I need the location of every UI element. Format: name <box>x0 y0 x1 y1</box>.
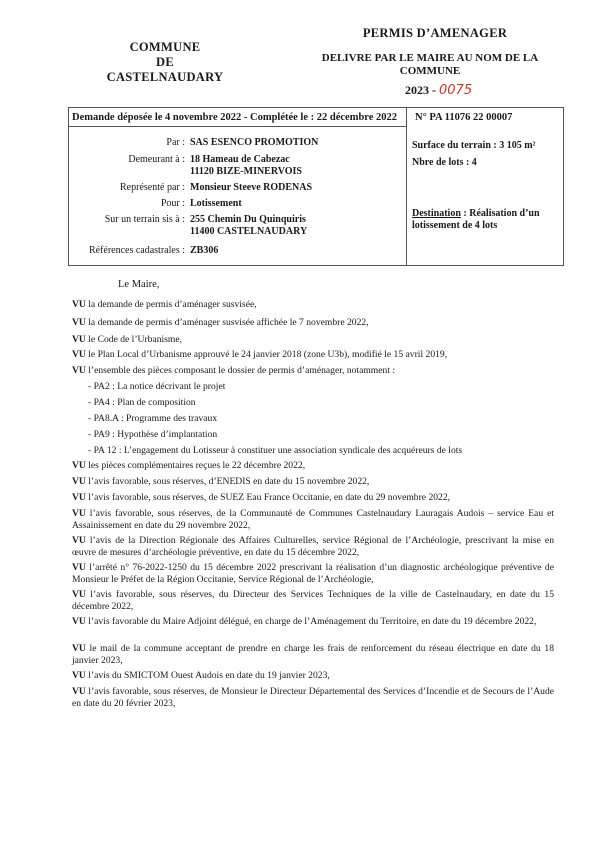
field-label: Par : <box>166 137 185 148</box>
vu-text: l’avis favorable, sous réserves, de SUEZ Eau France Occitanie, en date du 29 novembre 2022, <box>85 492 451 503</box>
piece-item: - PA 12 : L’engagement du Lotisseur à constituer une association syndicale des acquéreurs de lots <box>88 445 463 456</box>
field-label: Représenté par : <box>120 182 185 193</box>
vu-text: l’avis de la Direction Régionale des Affaires Culturelles, service Régional de l’Archéologie, prescrivant la mise en œuvre de mesures d’archéologie préventive, en date du 15 décembre 2022, <box>72 535 554 558</box>
vu-paragraph <box>72 508 554 532</box>
vu-paragraph <box>72 349 554 361</box>
vu-paragraph <box>72 589 554 613</box>
commune-line: DE <box>156 55 174 69</box>
vu-keyword: VU <box>72 686 86 697</box>
vu-keyword: VU <box>72 492 86 503</box>
vu-keyword: VU <box>72 535 86 546</box>
delivered-by: DELIVRE PAR LE MAIRE AU NOM DE LA COMMUNE <box>321 52 539 77</box>
vu-text: l’avis du SMICTOM Ouest Audois en date du 19 janvier 2023, <box>85 670 330 681</box>
vu-paragraph <box>72 460 554 472</box>
field-label: Sur un terrain sis à : <box>104 214 185 225</box>
vu-text: l’avis favorable, sous réserves, du Directeur des Services Techniques de la ville de Castelnaudary, en date du 15 décembre 2022, <box>72 589 554 612</box>
box-divider-vertical <box>406 107 407 266</box>
commune-line: CASTELNAUDARY <box>106 70 224 84</box>
field-label: Références cadastrales : <box>88 245 185 256</box>
vu-keyword: VU <box>72 508 86 519</box>
field-value: ZB306 <box>190 245 219 256</box>
vu-keyword: VU <box>72 349 86 360</box>
field-label: Demeurant à : <box>128 154 185 165</box>
field-value: 11400 CASTELNAUDARY <box>190 226 308 237</box>
piece-item: - PA9 : Hypothèse d’implantation <box>88 429 218 440</box>
field-value: Lotissement <box>190 198 242 209</box>
vu-paragraph <box>72 670 554 682</box>
vu-text: le Code de l’Urbanisme, <box>85 334 183 345</box>
vu-keyword: VU <box>72 317 86 328</box>
vu-text: l’arrêté n° 76-2022-1250 du 15 décembre 2022 prescrivant la réalisation d’un diagnostic archéologique préventive de Monsieur le Préfet de la Région Occitanie, Service Régional de l’Archéologie, <box>72 562 554 585</box>
vu-paragraph <box>72 492 554 504</box>
vu-paragraph <box>72 535 554 559</box>
vu-text: l’avis favorable, sous réserves, de Monsieur le Directeur Départemental des Services d’Incendie et de Secours de l’Aude en date du 20 février 2023, <box>72 686 554 709</box>
vu-paragraph <box>72 686 554 710</box>
lot-count: Nbre de lots : 4 <box>412 157 477 168</box>
vu-text: la demande de permis d’aménager susvisée, <box>85 299 257 310</box>
field-value: 18 Hameau de Cabezac <box>190 154 290 165</box>
vu-keyword: VU <box>72 670 86 681</box>
vu-text: l’avis favorable du Maire Adjoint délégué, en charge de l’Aménagement du Territoire, en date du 19 décembre 2022, <box>85 616 537 627</box>
vu-paragraph <box>72 562 554 586</box>
vu-paragraph <box>72 334 554 346</box>
vu-paragraph <box>72 643 554 667</box>
vu-keyword: VU <box>72 589 86 600</box>
vu-paragraph <box>72 616 554 628</box>
vu-keyword: VU <box>72 643 86 654</box>
land-surface: Surface du terrain : 3 105 m² <box>412 140 536 151</box>
salutation: Le Maire, <box>118 279 160 290</box>
field-value: Monsieur Steeve RODENAS <box>190 182 313 193</box>
vu-text: les pièces complémentaires reçues le 22 décembre 2022, <box>85 460 306 471</box>
permit-number <box>405 83 472 98</box>
vu-keyword: VU <box>72 476 86 487</box>
handwritten-number: 0075 <box>439 83 473 98</box>
commune-name <box>100 40 230 85</box>
vu-keyword: VU <box>72 562 86 573</box>
vu-paragraph <box>72 317 554 329</box>
vu-paragraph <box>72 476 554 488</box>
pa-number: N° PA 11076 22 00007 <box>415 112 513 123</box>
piece-item: - PA8.A : Programme des travaux <box>88 413 218 424</box>
vu-text: l’avis favorable, sous réserves, d’ENEDIS en date du 15 novembre 2022, <box>85 476 370 487</box>
document-title: PERMIS D’AMENAGER <box>362 26 508 40</box>
field-value: SAS ESENCO PROMOTION <box>190 137 319 148</box>
destination <box>412 208 562 232</box>
vu-keyword: VU <box>72 460 86 471</box>
destination-value: : Réalisation d’un lotissement de 4 lots <box>412 208 540 231</box>
destination-label: Destination <box>412 208 461 219</box>
vu-text: la demande de permis d’aménager susvisée affichée le 7 novembre 2022, <box>85 317 369 328</box>
field-value: 255 Chemin Du Quinquiris <box>190 214 306 225</box>
vu-paragraph <box>72 365 554 377</box>
vu-text: le mail de la commune acceptant de prendre en charge les frais de renforcement du réseau électrique en date du 18 janvier 2023, <box>72 643 554 666</box>
vu-text: l’avis favorable, sous réserves, de la Communauté de Communes Castelnaudary Lauragais Audois – service Eau et Assainissement en date du 29 novembre 2022, <box>72 508 554 531</box>
vu-text: l’ensemble des pièces composant le dossier de permis d’aménager, notamment : <box>85 365 396 376</box>
vu-text: le Plan Local d’Urbanisme approuvé le 24 janvier 2018 (zone U3b), modifié le 15 avril 2019, <box>85 349 448 360</box>
piece-item: - PA4 : Plan de composition <box>88 397 196 408</box>
field-value: 11120 BIZE-MINERVOIS <box>190 166 302 177</box>
permit-number-prefix: 2023 - <box>405 83 436 97</box>
box-divider-horizontal <box>68 126 406 127</box>
vu-keyword: VU <box>72 365 86 376</box>
vu-keyword: VU <box>72 334 86 345</box>
request-dates: Demande déposée le 4 novembre 2022 - Complétée le : 22 décembre 2022 <box>72 112 398 123</box>
vu-keyword: VU <box>72 299 86 310</box>
commune-line: COMMUNE <box>129 40 201 54</box>
vu-keyword: VU <box>72 616 86 627</box>
field-label: Pour : <box>160 198 185 209</box>
vu-paragraph <box>72 299 554 311</box>
piece-item: - PA2 : La notice décrivant le projet <box>88 381 226 392</box>
